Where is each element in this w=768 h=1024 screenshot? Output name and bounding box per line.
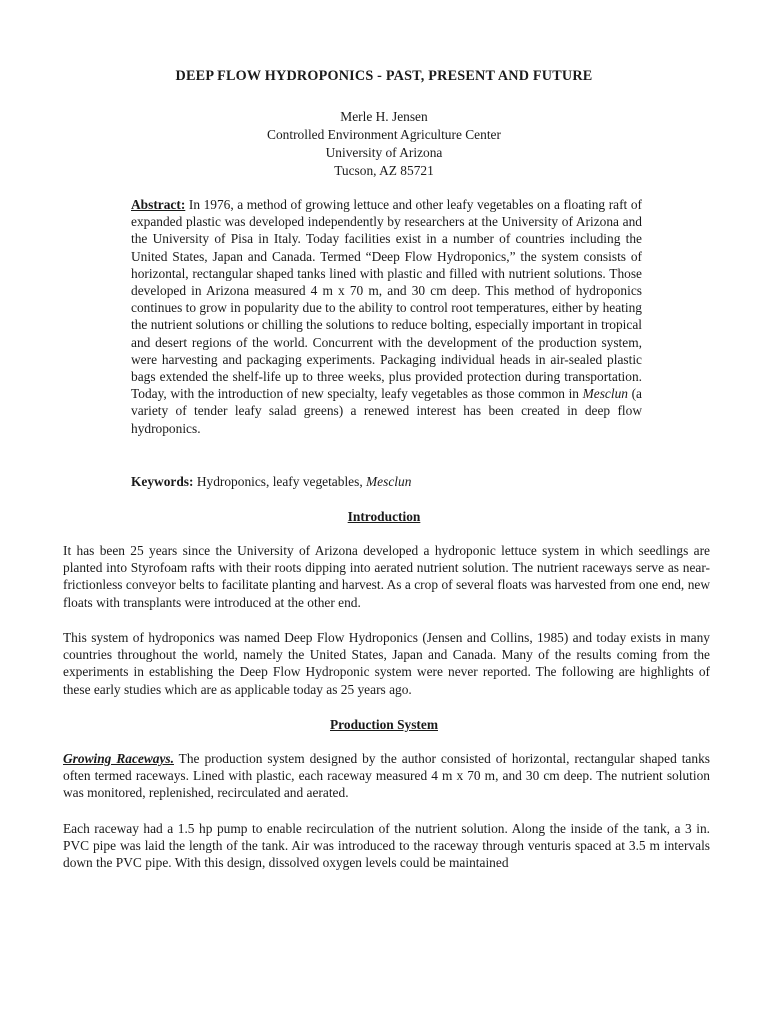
production-para-1	[63, 750, 710, 802]
abstract-label: Abstract:	[131, 197, 186, 212]
abstract	[131, 196, 642, 437]
production-para-2: Each raceway had a 1.5 hp pump to enable recirculation of the nutrient solution. Along the inside of the tank, a 3 in. PVC pipe was laid the length of the tank. Air was introduced to the raceway through venturis spaced at 3.5 m intervals down the PVC pipe. With this design, dissolved oxygen levels could be maintained	[63, 821, 710, 871]
introduction-para-1: It has been 25 years since the University of Arizona developed a hydroponic lettuce system in which seedlings are planted into Styrofoam rafts with their roots dipping into aerated nutrient solution. The nutrient raceways serve as near-frictionless conveyor belts to facilitate planting and harvest. As a crop of several floats was harvested from one end, new floats with transplants were introduced at the other end.	[63, 543, 710, 610]
author-location: Tucson, AZ 85721	[334, 163, 434, 178]
author-block	[0, 108, 768, 180]
production-para-1-text: The production system designed by the author consisted of horizontal, rectangular shaped tanks often termed raceways. Lined with plastic, each raceway measured 4 m x 70 m, and 30 cm deep. The nutrient solution was monitored, replenished, recirculated and aerated.	[63, 751, 710, 801]
author-name: Merle H. Jensen	[340, 109, 428, 124]
keywords-italic-term: Mesclun	[366, 474, 412, 489]
keywords-label: Keywords:	[131, 474, 194, 489]
abstract-text-part1: In 1976, a method of growing lettuce and other leafy vegetables on a floating raft of expanded plastic was developed independently by researchers at the University of Arizona and the University of Pisa in Italy. Today facilities exist in a number of countries including the United States, Japan and Canada. Termed “Deep Flow Hydroponics,” the system consists of horizontal, rectangular shaped tanks lined with plastic and filled with nutrient solutions. Those developed in Arizona measured 4 m x 70 m, and 30 cm deep. This method of hydroponics continues to grow in popularity due to the ability to control root temperatures, either by heating the nutrient solutions or chilling the solutions to reduce bolting, especially important in tropical and desert regions of the world. Concurrent with the development of the production system, were harvesting and packaging experiments. Packaging individual heads in air-sealed plastic bags extended the shelf-life up to three weeks, plus provided protection during transportation. Today, with the introduction of new specialty, leafy vegetables as those common in	[131, 197, 642, 402]
abstract-text-part2: (a variety of tender leafy salad greens) a renewed interest has been created in deep flow hydroponics.	[131, 386, 642, 436]
keywords-text: Hydroponics, leafy vegetables,	[193, 474, 367, 489]
author-university: University of Arizona	[325, 145, 443, 160]
introduction-heading: Introduction	[347, 509, 421, 524]
keywords	[131, 473, 642, 490]
growing-raceways-label: Growing Raceways.	[63, 751, 174, 766]
production-system-heading: Production System	[330, 717, 438, 732]
paper-title: DEEP FLOW HYDROPONICS - PAST, PRESENT AND FUTURE	[175, 68, 593, 84]
author-org: Controlled Environment Agriculture Center	[267, 127, 501, 142]
introduction-para-2: This system of hydroponics was named Deep Flow Hydroponics (Jensen and Collins, 1985) and today exists in many countries throughout the world, namely the United States, Japan and Canada. Many of the results coming from the experiments in establishing the Deep Flow Hydroponic system were never reported. The following are highlights of these early studies which are as applicable today as 25 years ago.	[63, 630, 710, 697]
abstract-italic-term: Mesclun	[582, 386, 628, 402]
